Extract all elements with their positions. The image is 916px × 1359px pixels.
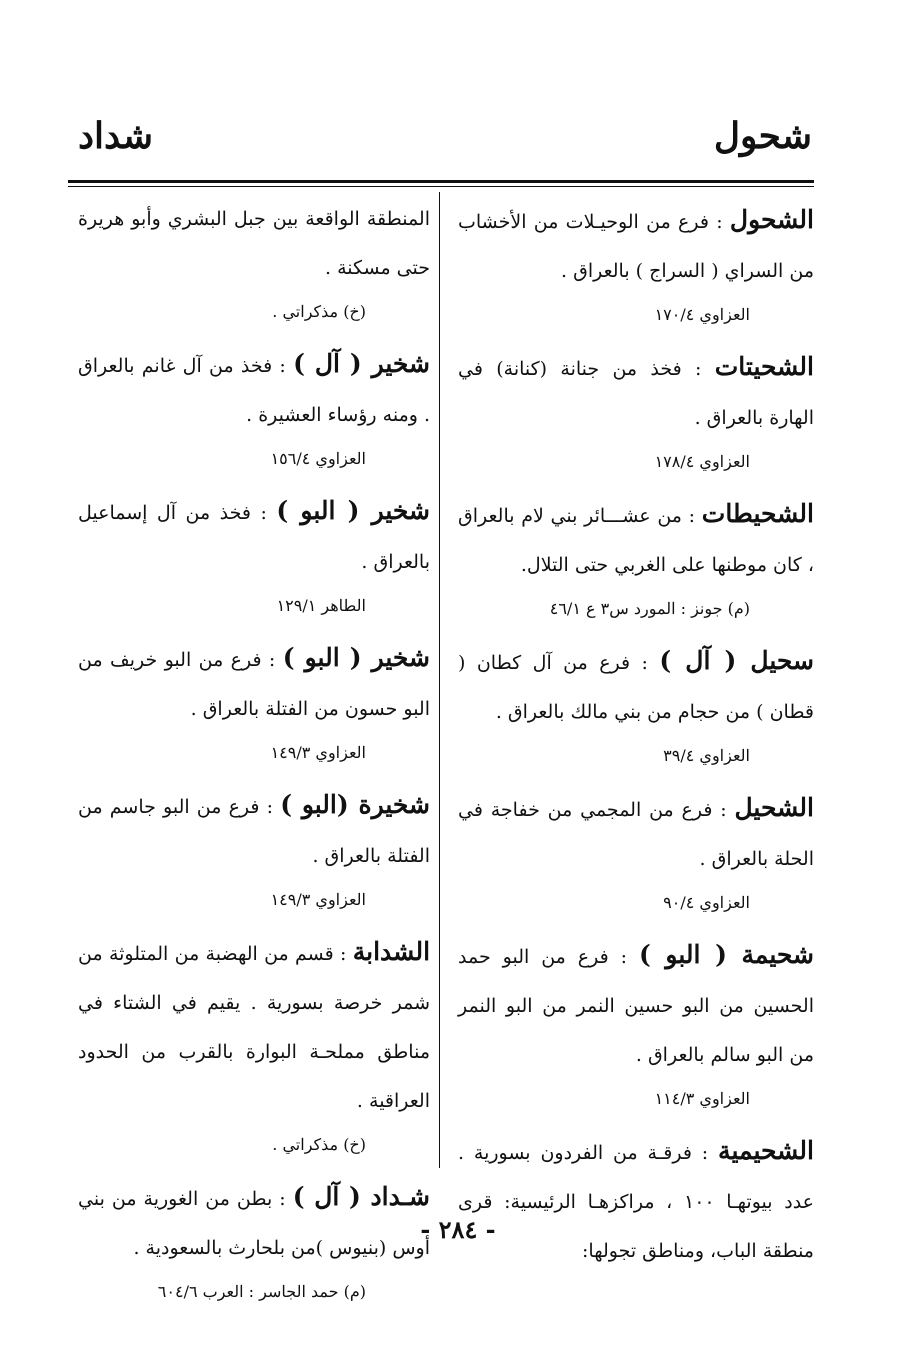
entry-source: (م) حمد الجاسر : العرب ٦٠٤/٦ xyxy=(157,1282,366,1301)
entry-body xyxy=(78,339,430,440)
entry-text: : فخذ من آل إسماعيل بالعراق . xyxy=(78,502,430,573)
running-head-right: شحول xyxy=(713,115,812,157)
entry-body xyxy=(458,195,814,296)
left-column xyxy=(78,195,430,1319)
entry xyxy=(458,489,814,628)
entry-headword: الشحول xyxy=(729,205,814,234)
entry xyxy=(78,780,430,919)
entry-headword: شخير ( آل ) xyxy=(293,349,430,378)
entry-source: العزاوي ١٤٩/٣ xyxy=(270,890,366,909)
entry-body xyxy=(78,633,430,734)
entry xyxy=(458,636,814,775)
entry-body xyxy=(78,195,430,293)
entry-text: المنطقة الواقعة بين جبل البشري وأبو هريرة حتى مسكنة . xyxy=(78,208,430,279)
entry xyxy=(78,633,430,772)
header-rule-thick xyxy=(68,180,814,183)
entry-text: : فرع من المجمي من خفاجة في الحلة بالعراق . xyxy=(458,799,814,870)
entry-text: : فخذ من جنانة (كنانة) في الهارة بالعراق . xyxy=(458,358,814,429)
entry-text: : فرع من البو جاسم من الفتلة بالعراق . xyxy=(78,796,430,867)
entry-headword: شخير ( البو ) xyxy=(282,643,430,672)
entry-headword: الشحيطات xyxy=(701,499,814,528)
entry-text: : قسم من الهضبة من المتلوثة من شمر خرصة بسورية . يقيم في الشتاء في مناطق مملحـة البوارة بالقرب من الحدود العراقية . xyxy=(78,943,430,1112)
entry-headword: سحيل ( آل ) xyxy=(659,646,814,675)
entry-source: (خ) مذكراتي . xyxy=(272,302,366,321)
page-number: - ٢٨٤ - xyxy=(420,1215,496,1244)
entry xyxy=(78,927,430,1164)
entry xyxy=(458,930,814,1118)
entry-headword: الشدابة xyxy=(352,937,431,966)
entry-source: العزاوي ٣٩/٤ xyxy=(663,746,750,765)
entry-headword: الشحيمية xyxy=(718,1136,814,1165)
entry xyxy=(458,195,814,334)
right-column xyxy=(458,195,814,1284)
entry xyxy=(458,783,814,922)
entry xyxy=(78,195,430,331)
entry-headword: الشحيتات xyxy=(714,352,814,381)
header-rule-thin xyxy=(68,186,814,187)
entry-headword: شحيمة ( البو ) xyxy=(639,940,814,969)
entry-source: (خ) مذكراتي . xyxy=(272,1135,366,1154)
entry-headword: شـداد ( آل ) xyxy=(292,1182,430,1211)
entry-body xyxy=(458,342,814,443)
entry-text: : بطن من الغورية من بني أوس (بنيوس )من بلحارث بالسعودية . xyxy=(78,1188,430,1259)
entry-body xyxy=(78,780,430,881)
entry-body xyxy=(458,930,814,1080)
entry-text: : من عشـــائر بني لام بالعراق ، كان موطنها على الغربي حتى التلال. xyxy=(458,505,814,576)
entry-text: : فرع من البو حمد الحسين من البو حسين النمر من البو النمر من البو سالم بالعراق . xyxy=(458,946,814,1066)
entry-text: : فرقـة من الفردون بسورية . عدد بيوتهـا ١٠٠ ، مراكزهـا الرئيسية: قرى منطقة الباب، ومناطق تجولها: xyxy=(458,1142,814,1262)
entry-source: العزاوي ١٧٨/٤ xyxy=(654,452,750,471)
entry-text: : فخذ من آل غانم بالعراق . ومنه رؤساء العشيرة . xyxy=(78,355,430,426)
entry-source: العزاوي ٩٠/٤ xyxy=(663,893,750,912)
entry-text: : فرع من البو خريف من البو حسون من الفتلة بالعراق . xyxy=(78,649,430,720)
running-head-left: شداد xyxy=(78,115,154,157)
entry xyxy=(458,342,814,481)
entry-text: : فرع من آل كطان ( قطان ) من حجام من بني مالك بالعراق . xyxy=(458,652,814,723)
entry xyxy=(78,339,430,478)
entry-source: العزاوي ١٤٩/٣ xyxy=(270,743,366,762)
entry-text: : فرع من الوحيـلات من الأخشاب من السراي ( السراج ) بالعراق . xyxy=(458,211,814,282)
entry-source: العزاوي ١٥٦/٤ xyxy=(270,449,366,468)
entry xyxy=(78,486,430,625)
entry-body xyxy=(458,783,814,884)
entry-source: العزاوي ١٧٠/٤ xyxy=(654,305,750,324)
entry-body xyxy=(78,486,430,587)
entry-headword: الشحيل xyxy=(734,793,814,822)
entry-headword: شخيرة (البو ) xyxy=(280,790,431,819)
entry-body xyxy=(458,636,814,737)
entry-body xyxy=(458,489,814,590)
entry-body xyxy=(458,1126,814,1276)
entry-headword: شخير ( البو ) xyxy=(276,496,431,525)
entry-body xyxy=(78,927,430,1126)
entry-source: (م) جونز : المورد س٣ ع ٤٦/١ xyxy=(549,599,750,618)
column-divider xyxy=(439,192,440,1168)
entry xyxy=(458,1126,814,1276)
entry-source: الطاهر ١٢٩/١ xyxy=(276,596,366,615)
entry-source: العزاوي ١١٤/٣ xyxy=(654,1089,750,1108)
